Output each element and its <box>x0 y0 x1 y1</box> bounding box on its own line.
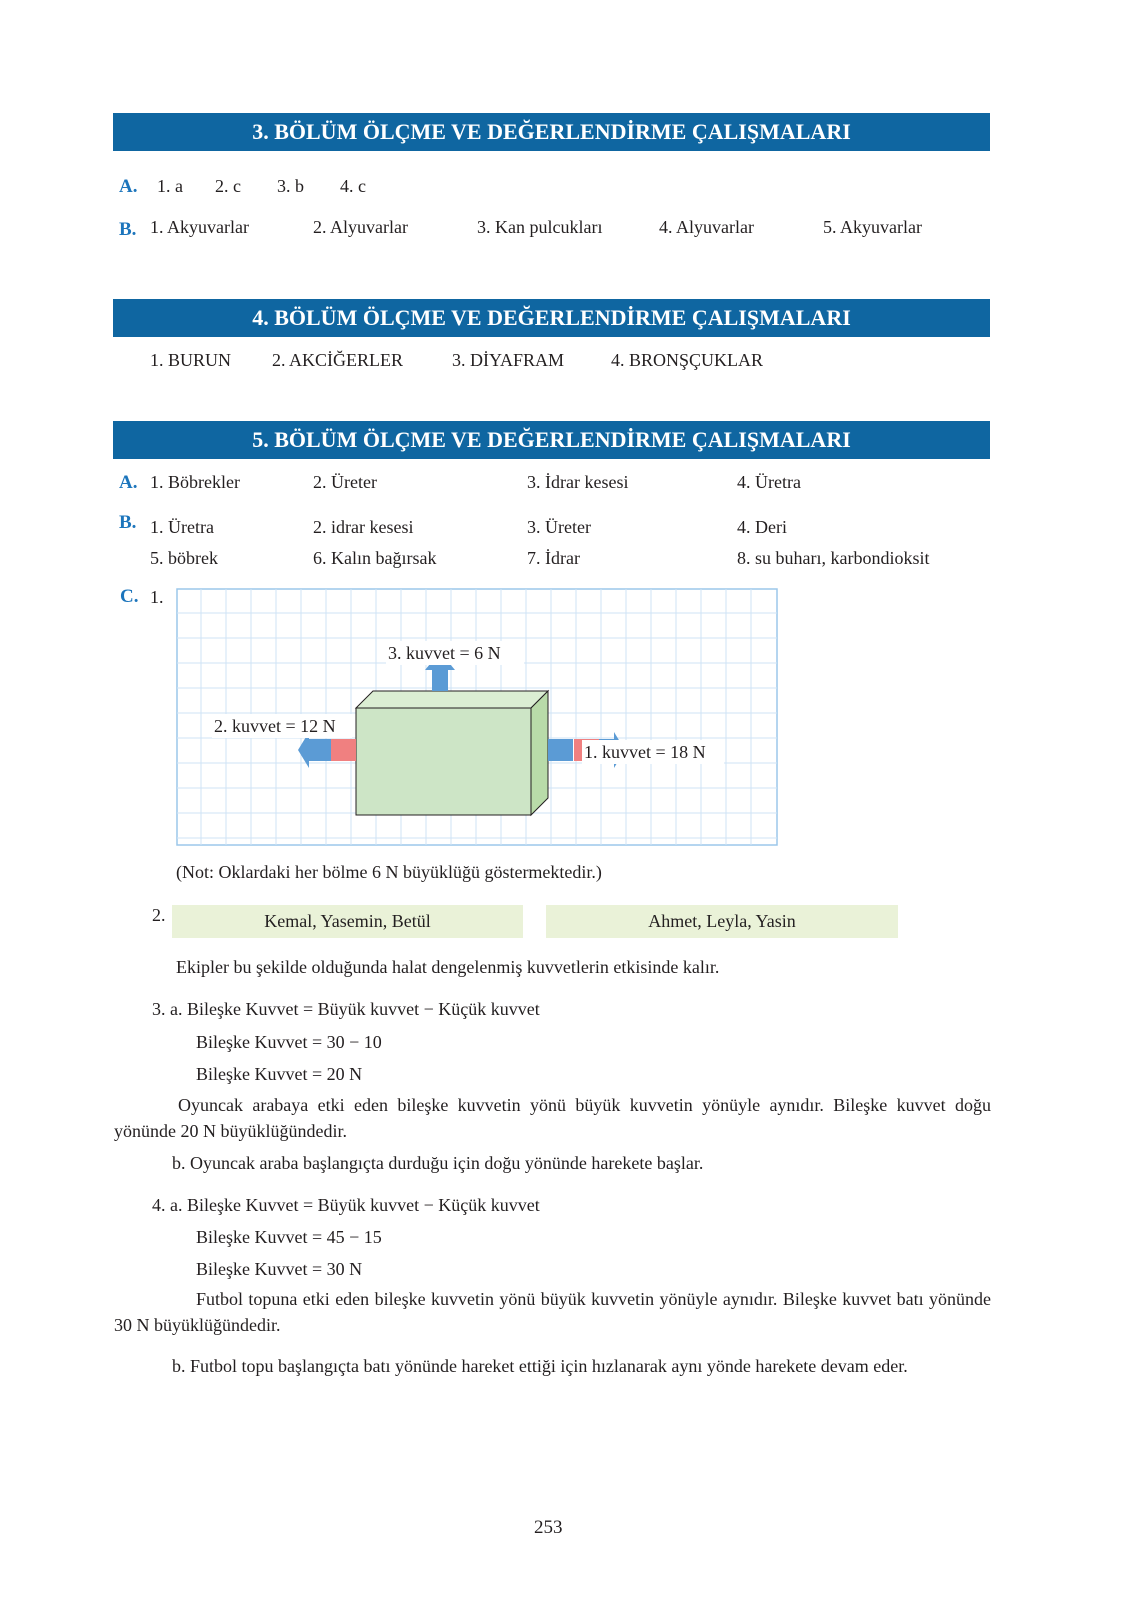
q4-paragraph: Futbol topuna etki eden bileşke kuvvetin yönü büyük kuvvetin yönüyle aynıdır. Bileşke kuvvet batı yönünde 30 N büyüklüğündedir. <box>114 1289 991 1335</box>
section3-partB-item: 4. Alyuvarlar <box>659 217 754 237</box>
q2-text: Ekipler bu şekilde olduğunda halat dengelenmiş kuvvetlerin etkisinde kalır. <box>176 957 720 977</box>
team-right: Ahmet, Leyla, Yasin <box>546 905 898 938</box>
section3-partA-item: 2. c <box>215 176 241 196</box>
section5-partA-item: 4. Üretra <box>737 472 801 492</box>
box-cube <box>356 691 548 815</box>
q3-paragraph: Oyuncak arabaya etki eden bileşke kuvvetin yönü büyük kuvvetin yönüyle aynıdır. Bileşke kuvvet doğu yönünde 20 N büyüklüğündedir. <box>114 1095 991 1141</box>
section4-item: 3. DİYAFRAM <box>452 350 565 370</box>
section3-partA-label: A. <box>119 176 138 197</box>
force-diagram <box>176 588 778 846</box>
section5-partA-label: A. <box>119 472 138 493</box>
section3-partA-item: 1. a <box>157 176 183 196</box>
section5-partA-item: 2. Üreter <box>313 472 377 492</box>
force-left-label: 2. kuvvet = 12 N <box>214 716 336 736</box>
section4-item: 1. BURUN <box>150 350 232 370</box>
section3-partB-item: 5. Akyuvarlar <box>823 217 922 237</box>
section3-partB-item: 3. Kan pulcukları <box>477 217 603 237</box>
section5-title: 5. BÖLÜM ÖLÇME VE DEĞERLENDİRME ÇALIŞMALARI <box>113 421 990 459</box>
section5-partB-item: 1. Üretra <box>150 517 214 537</box>
q4-line1: 4. a. Bileşke Kuvvet = Büyük kuvvet − Küçük kuvvet <box>152 1195 540 1215</box>
q2-number: 2. <box>152 905 166 925</box>
force-up-label: 3. kuvvet = 6 N <box>388 643 501 663</box>
force-right-label: 1. kuvvet = 18 N <box>584 742 706 762</box>
section5-partB-item: 3. Üreter <box>527 517 591 537</box>
section3-partA-item: 3. b <box>277 176 304 196</box>
section5-partB-item: 8. su buharı, karbondioksit <box>737 548 930 568</box>
q4-line3: Bileşke Kuvvet = 30 N <box>196 1259 363 1279</box>
q1-number: 1. <box>150 587 164 607</box>
section5-partB-label: B. <box>119 512 137 533</box>
section3-partB-item: 1. Akyuvarlar <box>150 217 249 237</box>
section3-title: 3. BÖLÜM ÖLÇME VE DEĞERLENDİRME ÇALIŞMALARI <box>113 113 990 151</box>
section5-partA-item: 1. Böbrekler <box>150 472 240 492</box>
section3-partA-item: 4. c <box>340 176 366 196</box>
q3-line2: Bileşke Kuvvet = 30 − 10 <box>196 1032 382 1052</box>
section3-partB-item: 2. Alyuvarlar <box>313 217 408 237</box>
section5-partB-item: 4. Deri <box>737 517 787 537</box>
section5-partB-item: 2. idrar kesesi <box>313 517 414 537</box>
q3-b: b. Oyuncak araba başlangıçta durduğu için doğu yönünde harekete başlar. <box>172 1153 704 1173</box>
section4-item: 2. AKCİĞERLER <box>272 350 404 370</box>
page-number: 253 <box>534 1517 563 1538</box>
section3-partB-label: B. <box>119 219 137 240</box>
q3-line1: 3. a. Bileşke Kuvvet = Büyük kuvvet − Küçük kuvvet <box>152 999 540 1019</box>
q4-b: b. Futbol topu başlangıçta batı yönünde hareket ettiği için hızlanarak aynı yönde harekete devam eder. <box>172 1356 908 1376</box>
section5-partC-label: C. <box>120 586 139 607</box>
section5-partB-item: 7. İdrar <box>527 548 580 568</box>
section4-item: 4. BRONŞÇUKLAR <box>611 350 764 370</box>
section5-partA-item: 3. İdrar kesesi <box>527 472 629 492</box>
q1-note: (Not: Oklardaki her bölme 6 N büyüklüğü göstermektedir.) <box>176 862 602 882</box>
q4-line2: Bileşke Kuvvet = 45 − 15 <box>196 1227 382 1247</box>
section5-partB-item: 5. böbrek <box>150 548 218 568</box>
section5-partB-item: 6. Kalın bağırsak <box>313 548 437 568</box>
team-left: Kemal, Yasemin, Betül <box>172 905 523 938</box>
q3-line3: Bileşke Kuvvet = 20 N <box>196 1064 363 1084</box>
section4-title: 4. BÖLÜM ÖLÇME VE DEĞERLENDİRME ÇALIŞMALARI <box>113 299 990 337</box>
